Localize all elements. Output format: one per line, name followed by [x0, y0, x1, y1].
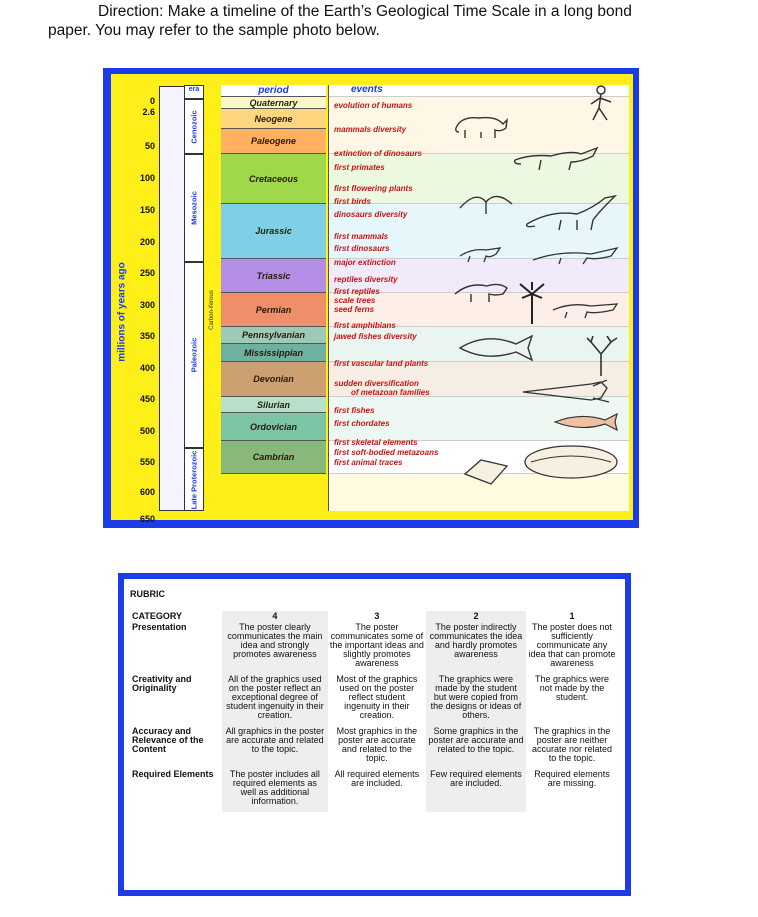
- period-paleogene: Paleogene: [221, 129, 326, 154]
- fish-icon: [456, 332, 536, 362]
- period-cambrian: Cambrian: [221, 441, 326, 474]
- event-label: dinosaurs diversity: [334, 210, 408, 219]
- era-late-proterozoic: Late Proterozoic: [184, 448, 204, 511]
- sauropod-icon: [521, 194, 621, 234]
- event-label: scale trees: [334, 296, 376, 305]
- human-icon: [581, 84, 621, 124]
- event-label: first chordates: [334, 419, 390, 428]
- orthocone-icon: [521, 380, 611, 404]
- soft-bodied-fossil-icon: [461, 454, 511, 488]
- rubric-row-accuracy: [130, 726, 618, 769]
- event-label: first dinosaurs: [334, 244, 390, 253]
- tick-label: 400: [139, 363, 155, 373]
- tick-label: 650: [139, 514, 155, 524]
- tick-label: 350: [139, 331, 155, 341]
- period-permian: Permian: [221, 293, 326, 327]
- rubric-cell: The poster clearly communicates the main idea and strongly promotes awareness: [222, 622, 328, 674]
- event-label: first primates: [334, 163, 385, 172]
- rubric-row-required-elements: [130, 769, 618, 812]
- header-score-2: 2: [426, 611, 526, 622]
- tick-label: 0: [149, 96, 155, 106]
- event-label: first flowering plants: [334, 184, 413, 193]
- period-neogene: Neogene: [221, 109, 326, 129]
- early-dinosaur-icon: [531, 244, 621, 266]
- event-label: sudden diversification: [334, 379, 419, 388]
- rubric-cell: The poster does not sufficiently communicate any idea that can promote awareness: [526, 622, 618, 674]
- rubric-table: [130, 611, 618, 812]
- tick-label: 250: [139, 268, 155, 278]
- direction-line-2: paper. You may refer to the sample photo below.: [48, 22, 380, 39]
- rubric-cell: Required elements are missing.: [526, 769, 618, 812]
- event-label: first fishes: [334, 406, 375, 415]
- event-label: evolution of humans: [334, 101, 413, 110]
- tick-label: 450: [139, 394, 155, 404]
- rubric-cell: All required elements are included.: [328, 769, 426, 812]
- rubric-title: RUBRIC: [130, 589, 165, 599]
- event-label: first soft-bodied metazoans: [334, 448, 439, 457]
- row-category: Accuracy and Relevance of the Content: [132, 726, 204, 754]
- rubric-row-creativity: [130, 674, 618, 726]
- tick-label: 150: [139, 205, 155, 215]
- event-label: first skeletal elements: [334, 438, 418, 447]
- period-column: [221, 85, 326, 511]
- rubric-table-image: [118, 573, 631, 896]
- row-category: Required Elements: [132, 769, 214, 779]
- tick-label: 100: [139, 173, 155, 183]
- event-label: reptiles diversity: [334, 275, 398, 284]
- rubric-cell: Most graphics in the poster are accurate and related to the topic.: [328, 726, 426, 769]
- header-score-1: 1: [569, 611, 575, 621]
- y-axis-label: millions of years ago: [116, 262, 128, 362]
- reptile-icon: [451, 274, 511, 304]
- event-label: first birds: [334, 197, 371, 206]
- event-label: first amphibians: [334, 321, 396, 330]
- event-label: first reptiles: [334, 287, 380, 296]
- scale-tree-icon: [516, 280, 548, 324]
- row-category: Creativity and Originality: [132, 674, 192, 693]
- period-triassic: Triassic: [221, 259, 326, 293]
- tick-label: 50: [144, 141, 155, 151]
- header-score-3: 3: [374, 611, 380, 621]
- event-label: first vascular land plants: [334, 359, 429, 368]
- trace-fossil-icon: [521, 442, 621, 482]
- early-mammal-icon: [456, 242, 506, 264]
- direction-line-1: Direction: Make a timeline of the Earth’s Geological Time Scale in a long bond: [98, 3, 632, 20]
- amphibian-icon: [551, 298, 621, 320]
- header-score-4: 4: [222, 611, 328, 622]
- header-category: CATEGORY: [132, 611, 183, 621]
- event-label: first animal traces: [334, 458, 403, 467]
- rubric-header-row: [130, 611, 618, 622]
- tick-label: 300: [139, 300, 155, 310]
- event-label: mammals diversity: [334, 125, 407, 134]
- rubric-cell: All graphics in the poster are accurate and related to the topic.: [222, 726, 328, 769]
- land-plant-icon: [581, 336, 621, 376]
- rubric-cell: The graphics were not made by the student.: [526, 674, 618, 726]
- tick-label: 500: [139, 426, 155, 436]
- rubric-cell: Few required elements are included.: [426, 769, 526, 812]
- period-header: period: [221, 85, 326, 97]
- events-header: events: [351, 84, 383, 95]
- period-devonian: Devonian: [221, 362, 326, 397]
- rubric-cell: Most of the graphics used on the poster reflect student ingenuity in their creation.: [328, 674, 426, 726]
- event-label: major extinction: [334, 258, 396, 267]
- rubric-cell: Some graphics in the poster are accurate and related to the topic.: [426, 726, 526, 769]
- era-header: era: [184, 85, 204, 99]
- period-ordovician: Ordovician: [221, 413, 326, 441]
- era-cenozoic: Cenozoic: [184, 99, 204, 154]
- dinosaur-icon: [511, 144, 601, 172]
- period-pennsylvanian: Pennsylvanian: [221, 327, 326, 344]
- era-paleozoic: Paleozoic: [184, 262, 204, 448]
- tick-label: 200: [139, 237, 155, 247]
- bird-icon: [456, 188, 516, 218]
- row-category: Presentation: [132, 622, 187, 632]
- period-silurian: Silurian: [221, 397, 326, 413]
- event-label: jawed fishes diversity: [334, 332, 417, 341]
- tick-label: 2.6: [142, 107, 155, 117]
- period-mississippian: Mississippian: [221, 344, 326, 362]
- geologic-timescale-figure: [103, 68, 639, 528]
- rubric-cell: The poster includes all required elements as well as additional information.: [222, 769, 328, 812]
- tick-label: 600: [139, 487, 155, 497]
- event-label: of metazoan families: [351, 388, 430, 397]
- timescale-panel: [111, 74, 633, 524]
- period-quaternary: Quaternary: [221, 97, 326, 109]
- mammal-icon: [451, 110, 511, 140]
- period-jurassic: Jurassic: [221, 204, 326, 259]
- era-mesozoic: Mesozoic: [184, 154, 204, 262]
- event-label: extinction of dinosaurs: [334, 149, 423, 158]
- rubric-cell: The graphics in the poster are neither accurate nor related to the topic.: [526, 726, 618, 769]
- time-axis: [159, 86, 185, 511]
- direction-text: [48, 2, 748, 40]
- tick-label: 550: [139, 457, 155, 467]
- rubric-row-presentation: [130, 622, 618, 674]
- event-label: first mammals: [334, 232, 389, 241]
- rubric-cell: The poster indirectly communicates the idea and hardly promotes awareness: [426, 622, 526, 674]
- rubric-cell: The graphics were made by the student but were copied from the designs or ideas of others.: [426, 674, 526, 726]
- early-fish-icon: [551, 410, 621, 432]
- period-proterozoic: [221, 474, 326, 511]
- rubric-cell: The poster communicates some of the important ideas and slightly promotes awareness: [328, 622, 426, 674]
- rubric-cell: All of the graphics used on the poster reflect an exceptional degree of student ingenuity in their creation.: [222, 674, 328, 726]
- carboniferous-label: Carbon-iferous: [209, 290, 215, 330]
- event-label: seed ferns: [334, 305, 375, 314]
- period-cretaceous: Cretaceous: [221, 154, 326, 204]
